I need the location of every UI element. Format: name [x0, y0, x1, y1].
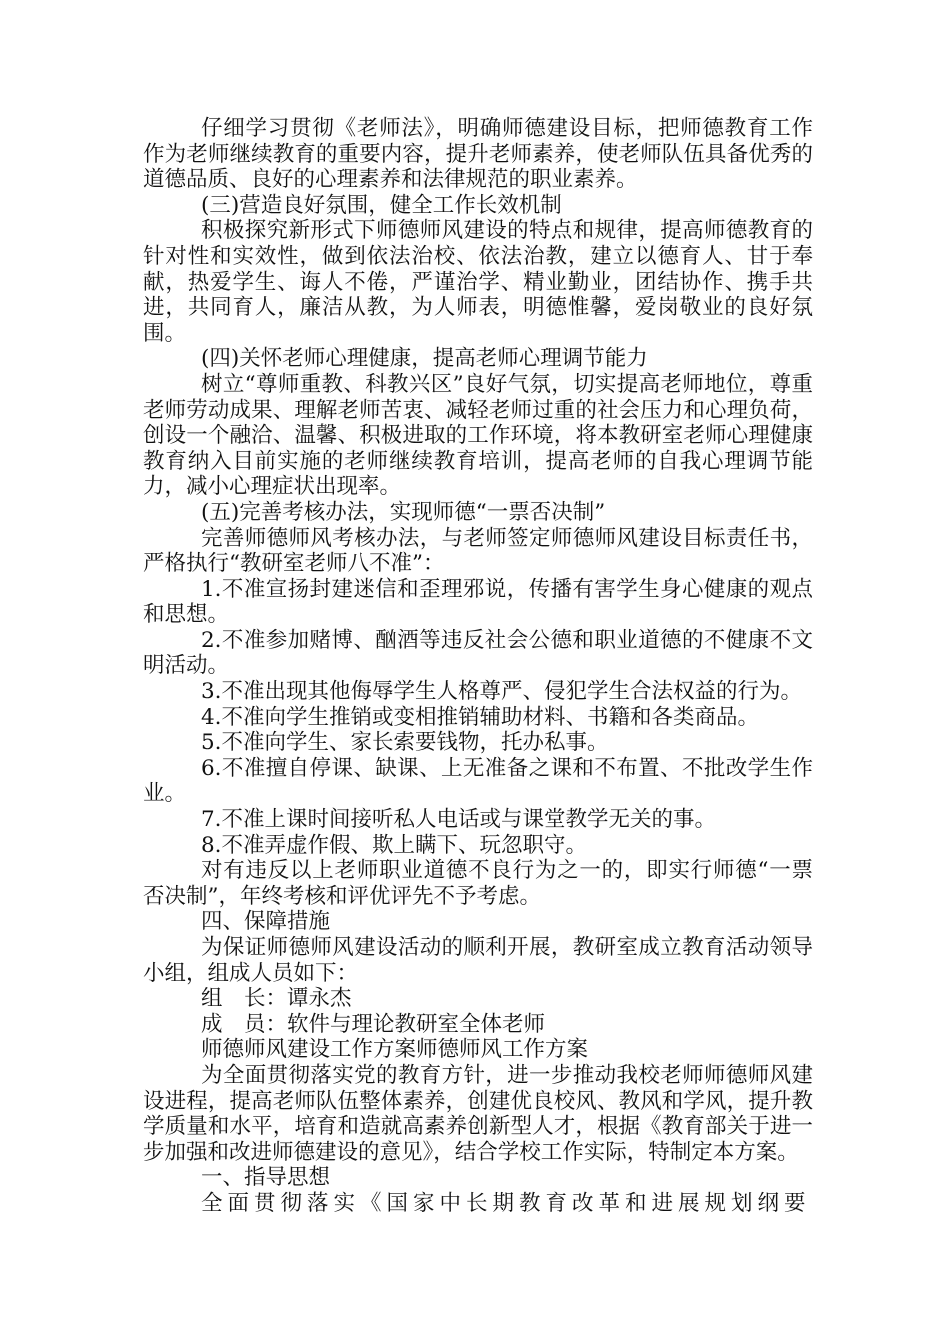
- paragraph-teacher-law: 仔细学习贯彻《老师法》，明确师德建设目标，把师德教育工作作为老师继续教育的重要内容，提升老师素养，使老师队伍具备优秀的道德品质、良好的心理素养和法律规范的职业素养。: [143, 116, 813, 193]
- heading-guiding-thought: 一、指导思想: [201, 1165, 331, 1191]
- rule-item-8: 8.不准弄虚作假、欺上瞒下、玩忽职守。: [201, 832, 588, 858]
- paragraph-assessment: 完善师德师风考核办法，与老师签定师德师风建设目标责任书，严格执行“教研室老师八不准”：: [143, 525, 813, 577]
- heading-section-3: (三)营造良好氛围，健全工作长效机制: [201, 192, 562, 218]
- rule-item-5: 5.不准向学生、家长索要钱物，托办私事。: [201, 730, 609, 756]
- heading-safeguards: 四、保障措施: [201, 909, 331, 935]
- paragraph-plan-intro: 为全面贯彻落实党的教育方针，进一步推动我校老师师德师风建设进程，提高老师队伍整体素养，创建优良校风、教风和学风，提升教学质量和水平，培育和造就高素养创新型人才，根据《教育部关于进一步加强和改进师德建设的意见》，结合学校工作实际，特制定本方案。: [143, 1062, 813, 1165]
- paragraph-veto: 对有违反以上老师职业道德不良行为之一的，即实行师德“一票否决制”，年终考核和评优评先不予考虑。: [143, 858, 813, 909]
- paragraph-leadership-group: 为保证师德师风建设活动的顺利开展，教研室成立教育活动领导小组，组成人员如下：: [143, 935, 813, 986]
- paragraph-mental-health: 树立“尊师重教、科教兴区”良好气氛，切实提高老师地位，尊重老师劳动成果、理解老师苦衷、减轻老师过重的社会压力和心理负荷，创设一个融洽、温馨、积极进取的工作环境，将本教研室老师心理健康教育纳入目前实施的老师继续教育培训，提高老师的自我心理调节能力，减小心理症状出现率。: [143, 371, 813, 500]
- rule-item-4: 4.不准向学生推销或变相推销辅助材料、书籍和各类商品。: [201, 704, 760, 730]
- document-page: [143, 116, 813, 1217]
- paragraph-guiding-thought: 全面贯彻落实《国家中长期教育改革和进展规划纲要: [201, 1190, 811, 1216]
- rule-item-2: 2.不准参加赌博、酗酒等违反社会公德和职业道德的不健康不文明活动。: [143, 627, 813, 679]
- rule-item-1: 1.不准宣扬封建迷信和歪理邪说，传播有害学生身心健康的观点和思想。: [143, 576, 813, 628]
- rule-item-7: 7.不准上课时间接听私人电话或与课堂教学无关的事。: [201, 807, 717, 833]
- section-title-plan: 师德师风建设工作方案师德师风工作方案: [201, 1037, 589, 1063]
- rule-item-6: 6.不准擅自停课、缺课、上无准备之课和不布置、不批改学生作业。: [143, 755, 813, 807]
- rule-item-3: 3.不准出现其他侮辱学生人格尊严、侵犯学生合法权益的行为。: [201, 679, 803, 705]
- group-members: 成 员：软件与理论教研室全体老师: [201, 1011, 546, 1037]
- group-leader: 组 长：谭永杰: [201, 986, 352, 1012]
- paragraph-atmosphere: 积极探究新形式下师德师风建设的特点和规律，提高师德教育的针对性和实效性，做到依法治校、依法治教，建立以德育人、甘于奉献，热爱学生、诲人不倦，严谨治学、精业勤业，团结协作、携手共进，共同育人，廉洁从教，为人师表，明德惟馨，爱岗敬业的良好氛围。: [143, 218, 813, 346]
- heading-section-4: (四)关怀老师心理健康，提高老师心理调节能力: [201, 346, 648, 372]
- heading-section-5: (五)完善考核办法，实现师德“一票否决制”: [201, 499, 606, 525]
